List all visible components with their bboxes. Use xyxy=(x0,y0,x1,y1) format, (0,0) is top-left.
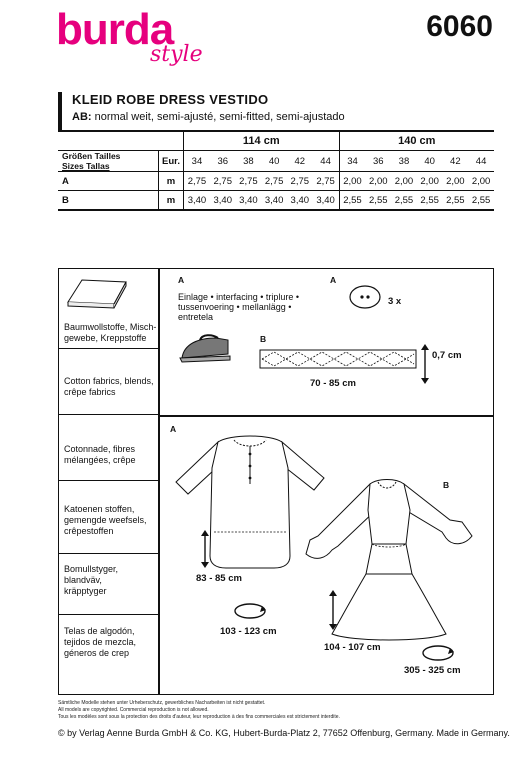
dress-b-hem: 305 - 325 cm xyxy=(404,665,461,676)
trim-length: 70 - 85 cm xyxy=(310,378,356,389)
button-quantity: 3 x xyxy=(388,296,402,307)
title-bar xyxy=(58,92,62,132)
size-cell: 36 xyxy=(210,151,236,172)
size-cell: 40 xyxy=(261,151,287,172)
notion-label-a2: A xyxy=(330,275,337,285)
brand-logo: burda xyxy=(56,5,174,54)
dress-b-length: 104 - 107 cm xyxy=(324,642,381,653)
section-divider xyxy=(158,415,494,417)
trim-height: 0,7 cm xyxy=(432,350,462,361)
fabric-icon xyxy=(64,274,128,314)
fabric-column xyxy=(58,268,158,695)
eur-label: Eur. xyxy=(159,151,184,172)
table-row: B m 3,40 3,40 3,40 3,40 3,40 3,40 2,55 2,55 2,55 2,55 2,55 2,55 xyxy=(58,191,494,211)
fabric-sv: Bomullstyger, blandväv, kräpptyger xyxy=(64,564,119,596)
dress-b-drawing xyxy=(286,470,486,648)
fabric-nl: Katoenen stoffen, gemengde weefsels, crêpestoffen xyxy=(64,504,147,536)
view-label-b: B xyxy=(443,480,450,490)
trim-tape-icon xyxy=(258,346,418,374)
iron-icon xyxy=(176,330,236,366)
interfacing-text: Einlage • interfacing • triplure • tussenvoering • mellanlägg • entretela xyxy=(178,292,300,322)
button-icon xyxy=(348,284,382,310)
size-cell: 44 xyxy=(468,151,494,172)
notion-label-a: A xyxy=(178,275,185,285)
view-label-a: A xyxy=(170,424,177,434)
hem-circumference-a-icon xyxy=(232,600,268,622)
dress-a-hem: 103 - 123 cm xyxy=(220,626,277,637)
width-group-2: 140 cm xyxy=(339,131,494,151)
fabric-de: Baumwollstoffe, Misch- gewebe, Kreppstoffe xyxy=(64,322,157,343)
hem-circumference-b-icon xyxy=(420,642,456,664)
copyright: © by Verlag Aenne Burda GmbH & Co. KG, Hubert-Burda-Platz 2, 77652 Offenburg, Germany. Made in Germany. xyxy=(58,728,510,738)
height-arrow-icon xyxy=(420,342,430,386)
size-cell: 42 xyxy=(442,151,468,172)
size-cell: 38 xyxy=(236,151,262,172)
length-arrow-b-icon xyxy=(328,588,338,632)
dress-a-length: 83 - 85 cm xyxy=(196,573,242,584)
size-table xyxy=(58,130,494,211)
column-divider xyxy=(158,268,160,695)
size-cell: 44 xyxy=(313,151,339,172)
fabric-en: Cotton fabrics, blends, crêpe fabrics xyxy=(64,376,154,397)
size-cell: 42 xyxy=(287,151,313,172)
fit-text: normal weit, semi-ajusté, semi-fitted, semi-ajustado xyxy=(94,111,345,123)
size-cell: 36 xyxy=(365,151,391,172)
fabric-es: Telas de algodón, tejidos de mezcla, géneros de crep xyxy=(64,626,137,658)
size-cell: 38 xyxy=(391,151,417,172)
pattern-number: 6060 xyxy=(426,10,493,43)
legal-notice: Sämtliche Modelle stehen unter Urheberschutz, gewerbliches Nacharbeiten ist nicht gestattet. All models are copyrighted. Commercial reproduction is not allowed. Tous les modèles sont sous la protection des droits d'auteur, leur reproduction à des fins commerciales est strictement interdite. xyxy=(58,700,340,720)
brand-logo-sub: style xyxy=(150,42,203,67)
size-cell: 34 xyxy=(184,151,210,172)
length-arrow-a-icon xyxy=(200,528,210,570)
fabric-fr: Cotonnade, fibres mélangées, crêpe xyxy=(64,444,136,465)
size-cell: 40 xyxy=(417,151,443,172)
table-row: A m 2,75 2,75 2,75 2,75 2,75 2,75 2,00 2,00 2,00 2,00 2,00 2,00 xyxy=(58,172,494,191)
fit-description xyxy=(72,111,345,123)
notion-label-b: B xyxy=(260,334,267,344)
size-header: Größen Tailles Sizes Tallas xyxy=(58,151,159,172)
page-title: KLEID ROBE DRESS VESTIDO xyxy=(72,92,269,107)
width-group-1: 114 cm xyxy=(184,131,340,151)
fit-key: AB: xyxy=(72,111,92,123)
size-cell: 34 xyxy=(339,151,365,172)
